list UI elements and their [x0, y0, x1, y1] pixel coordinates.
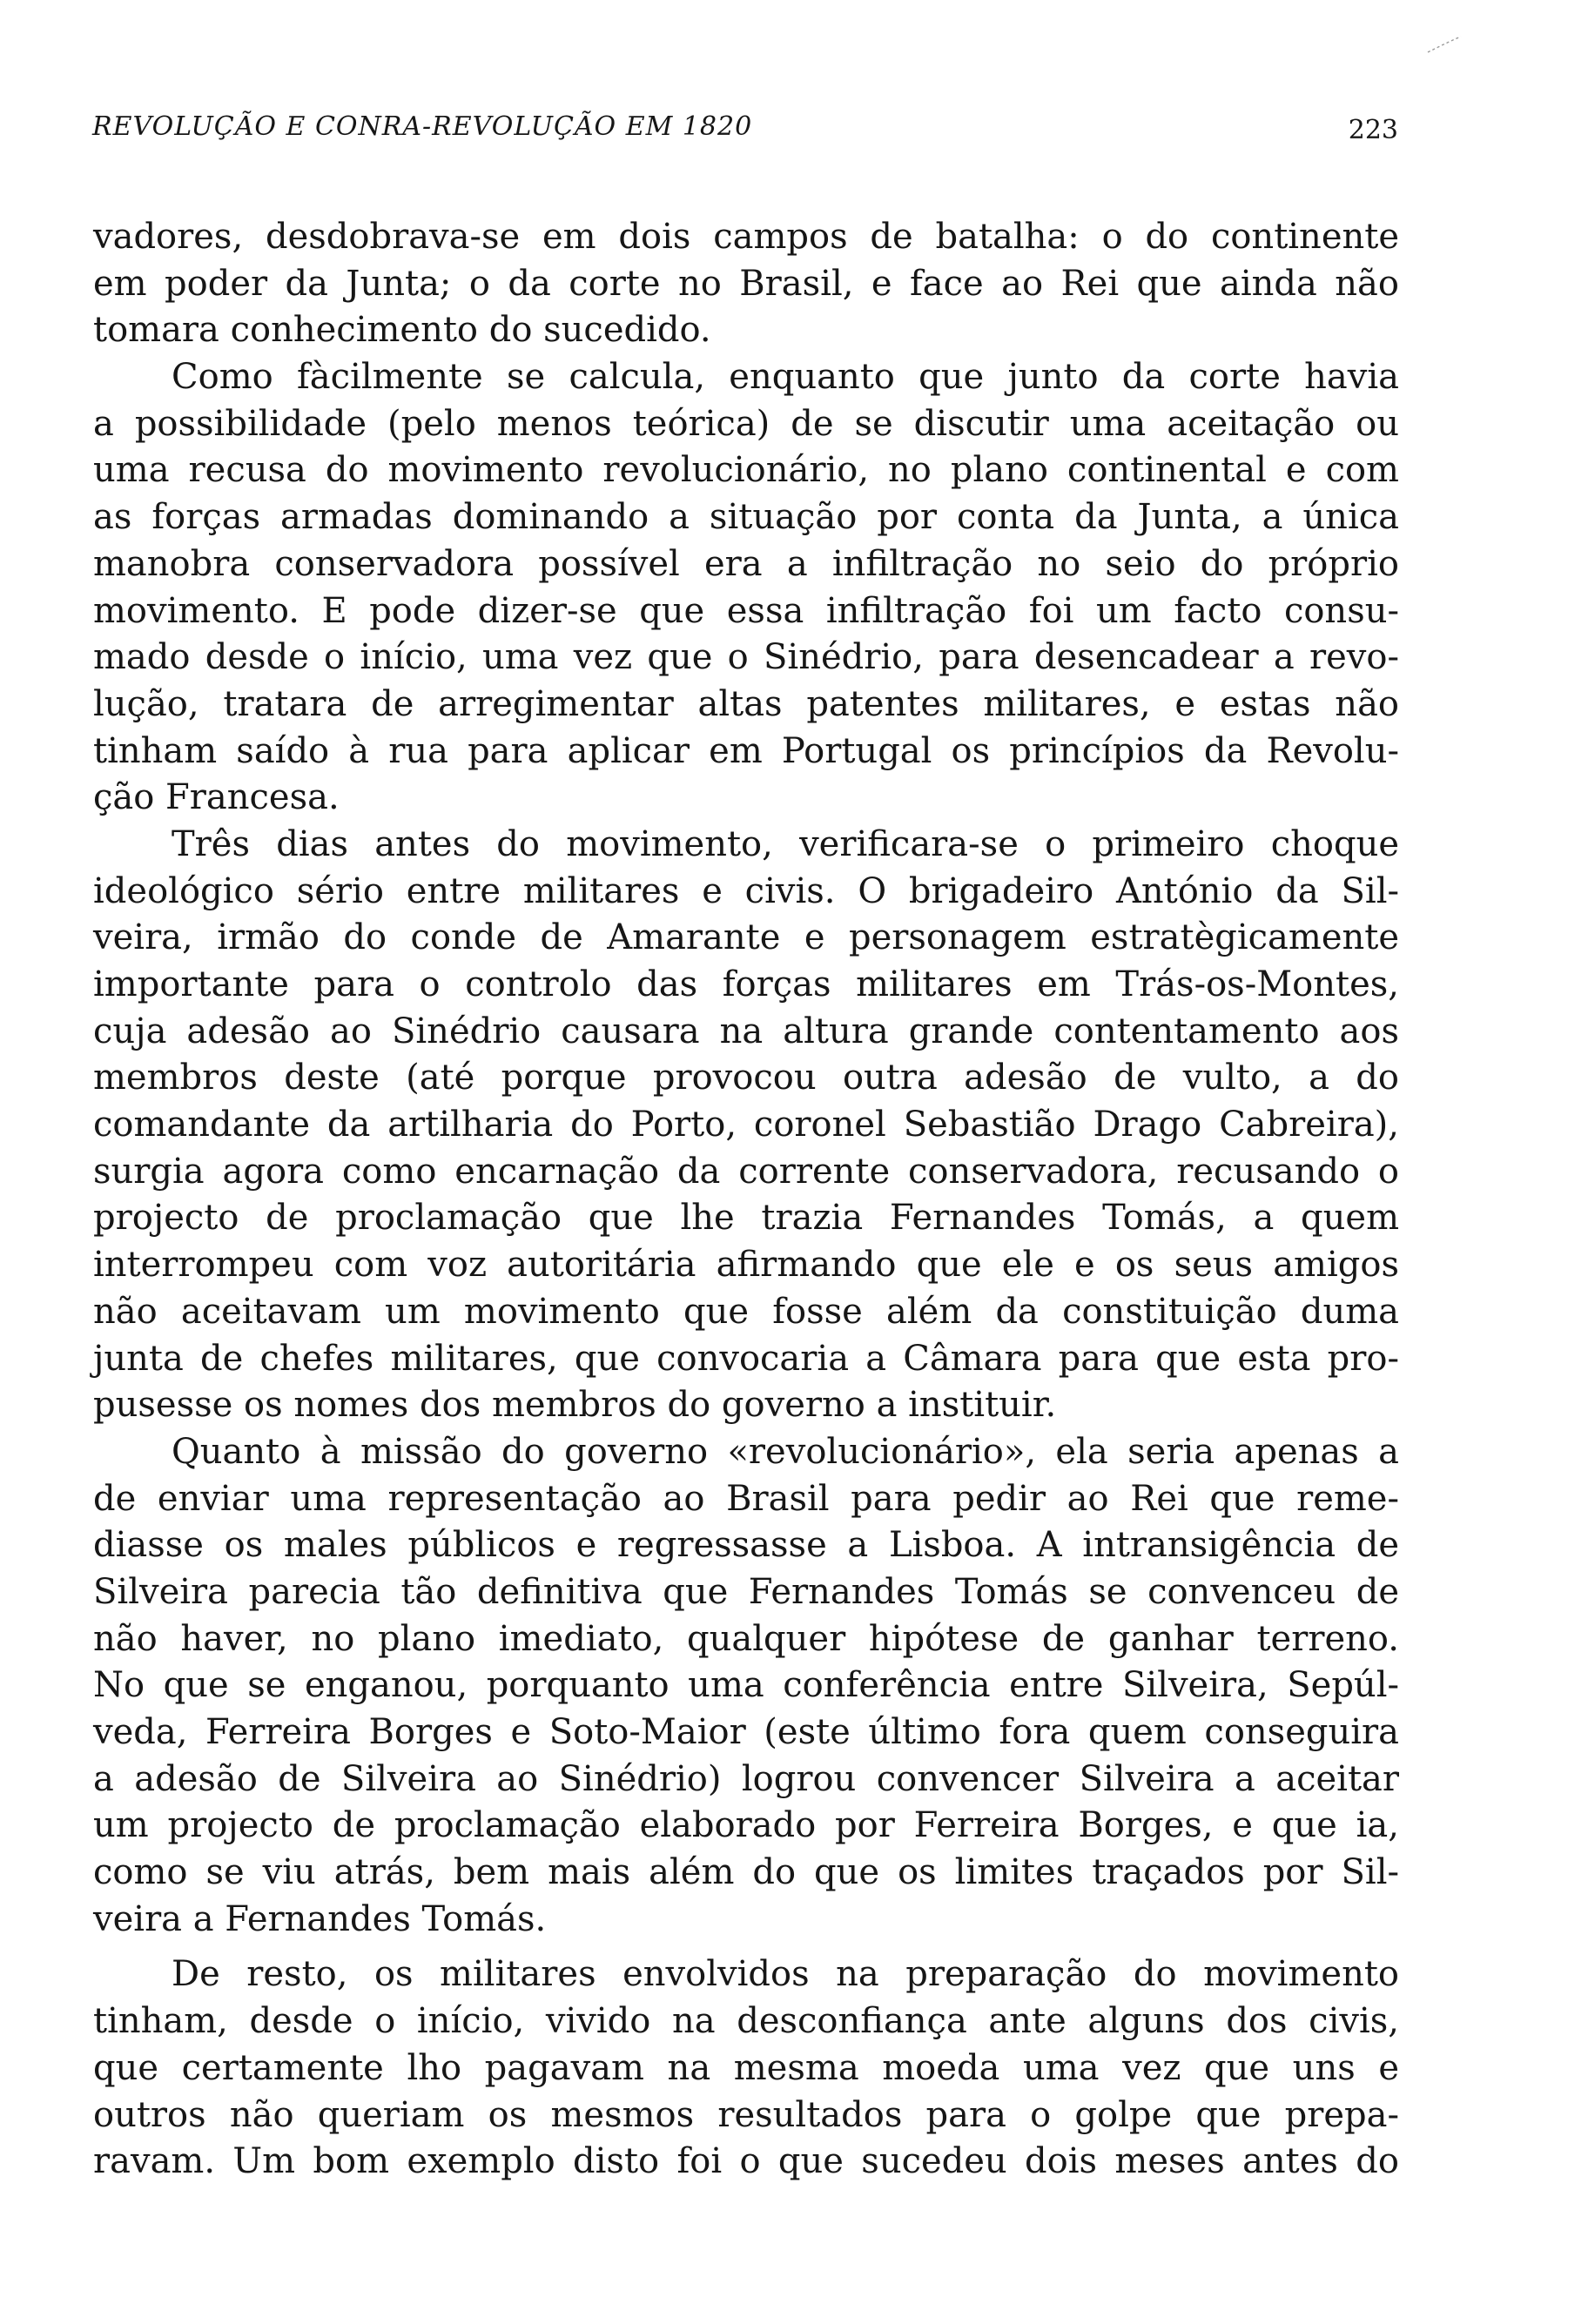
running-title: REVOLUÇÃO E CONRA-REVOLUÇÃO EM 1820 [92, 111, 753, 142]
text-line: Como fàcilmente se calcula, enquanto que junto da corte havia [172, 357, 1399, 398]
text-line: projecto de proclamação que lhe trazia Fernandes Tomás, a quem [93, 1198, 1399, 1239]
text-line: Quanto à missão do governo «revolucionário», ela seria apenas a [172, 1431, 1399, 1472]
paragraph-gap [93, 1943, 1399, 1951]
text-line: a possibilidade (pelo menos teórica) de se discutir uma aceitação ou [93, 403, 1399, 444]
text-line: junta de chefes militares, que convocaria a Câmara para que esta pro- [93, 1338, 1399, 1379]
text-line: tomara conhecimento do sucedido. [93, 310, 711, 351]
text-line: mado desde o início, uma vez que o Sinédrio, para desencadear a revo- [93, 637, 1399, 678]
text-line: vadores, desdobrava-se em dois campos de batalha: o do continente [93, 217, 1399, 257]
pencil-mark [1426, 35, 1463, 54]
text-line: De resto, os militares envolvidos na preparação do movimento [172, 1954, 1399, 1995]
text-line: membros deste (até porque provocou outra adesão de vulto, a do [93, 1058, 1399, 1098]
text-line: interrompeu com voz autoritária afirmando que ele e os seus amigos [93, 1245, 1399, 1286]
text-line: Três dias antes do movimento, verificara-se o primeiro choque [172, 823, 1399, 864]
text-line: surgia agora como encarnação da corrente conservadora, recusando o [93, 1151, 1399, 1192]
text-line: ravam. Um bom exemplo disto foi o que sucedeu dois meses antes do [93, 2141, 1399, 2182]
text-line: lução, tratara de arregimentar altas patentes militares, e estas não [93, 683, 1399, 724]
page-header [92, 111, 1398, 153]
text-line: manobra conservadora possível era a infiltração no seio do próprio [93, 543, 1399, 584]
text-line: No que se enganou, porquanto uma conferência entre Silveira, Sepúl- [93, 1665, 1399, 1706]
text-line: pusesse os nomes dos membros do governo a instituir. [93, 1385, 1057, 1426]
text-line: cuja adesão ao Sinédrio causara na altura grande contentamento aos [93, 1011, 1399, 1051]
text-line: diasse os males públicos e regressasse a Lisboa. A intransigência de [93, 1525, 1399, 1566]
text-line: tinham saído à rua para aplicar em Portugal os princípios da Revolu- [93, 730, 1399, 771]
text-line: um projecto de proclamação elaborado por Ferreira Borges, e que ia, [93, 1805, 1399, 1846]
text-line: Silveira parecia tão definitiva que Fernandes Tomás se convenceu de [93, 1571, 1399, 1612]
text-line: de enviar uma representação ao Brasil para pedir ao Rei que reme- [93, 1478, 1399, 1519]
text-line: veira, irmão do conde de Amarante e personagem estratègicamente [93, 917, 1399, 958]
text-line: movimento. E pode dizer-se que essa infiltração foi um facto consu- [93, 590, 1399, 631]
text-line: ideológico sério entre militares e civis. O brigadeiro António da Sil- [93, 870, 1399, 911]
text-line: as forças armadas dominando a situação por conta da Junta, a única [93, 497, 1399, 538]
text-line: tinham, desde o início, vivido na desconfiança ante alguns dos civis, [93, 2001, 1399, 2042]
body-text [93, 214, 1399, 2186]
text-line: importante para o controlo das forças militares em Trás-os-Montes, [93, 964, 1399, 1004]
text-line: veda, Ferreira Borges e Soto-Maior (este último fora quem conseguira [93, 1712, 1399, 1752]
text-line: não haver, no plano imediato, qualquer hipótese de ganhar terreno. [93, 1618, 1399, 1659]
text-line: comandante da artilharia do Porto, coronel Sebastião Drago Cabreira), [93, 1105, 1399, 1145]
text-line: uma recusa do movimento revolucionário, no plano continental e com [93, 450, 1399, 491]
text-line: veira a Fernandes Tomás. [93, 1898, 547, 1939]
text-line: não aceitavam um movimento que fosse além da constituição duma [93, 1291, 1399, 1332]
page-number: 223 [1348, 115, 1398, 145]
text-line: como se viu atrás, bem mais além do que os limites traçados por Sil- [93, 1852, 1399, 1893]
text-line: outros não queriam os mesmos resultados para o golpe que prepa- [93, 2094, 1399, 2135]
text-line: a adesão de Silveira ao Sinédrio) logrou convencer Silveira a aceitar [93, 1758, 1399, 1799]
text-line: que certamente lho pagavam na mesma moeda uma vez que uns e [93, 2047, 1399, 2088]
text-line: em poder da Junta; o da corte no Brasil, e face ao Rei que ainda não [93, 263, 1399, 304]
text-line: ção Francesa. [93, 777, 340, 818]
